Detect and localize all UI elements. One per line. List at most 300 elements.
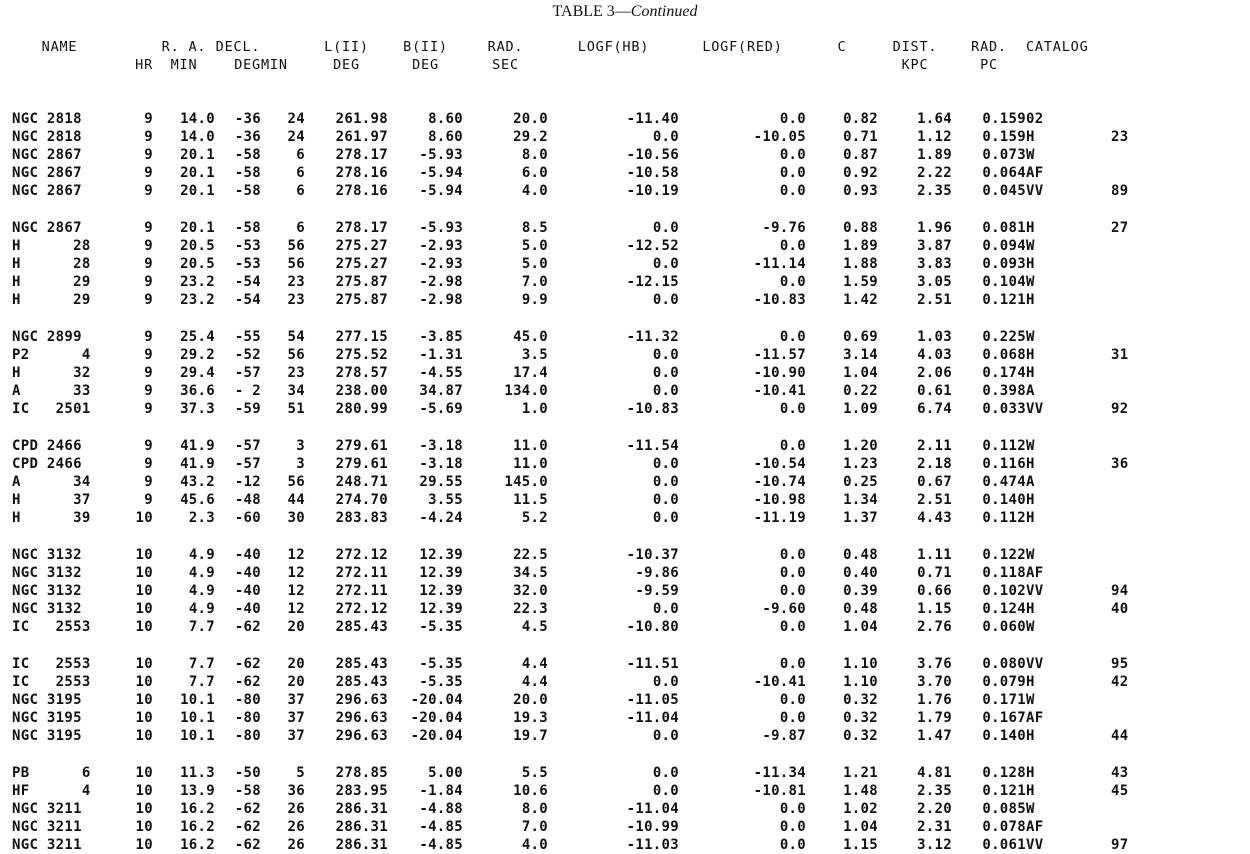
cell-logf-red: 0.0 [779, 583, 806, 599]
cell-b-ii: 8.60 [428, 111, 463, 127]
cell-decl-min: 6 [296, 220, 305, 236]
cell-catalog-number [1089, 546, 1129, 564]
cell-rad-pc: 0.093 [982, 256, 1026, 272]
cell-dist-kpc: 0.67 [917, 474, 952, 490]
cell-ra-hr: 9 [144, 183, 153, 199]
cell-logf-red: -10.81 [753, 783, 806, 799]
cell-ra-min: 10.1 [180, 692, 215, 708]
cell-rad-sec: 11.0 [513, 456, 548, 472]
cell-logf-red: -10.54 [753, 456, 806, 472]
cell-c: 0.32 [843, 728, 878, 744]
cell-catalog: W [1026, 438, 1035, 454]
cell-name: H 28 [12, 256, 91, 272]
cell-ra-hr: 9 [144, 438, 153, 454]
cell-decl-deg: -80 [234, 692, 261, 708]
cell-dist-kpc: 3.76 [917, 656, 952, 672]
caption-title: TABLE 3 [552, 3, 615, 20]
cell-logf-red: 0.0 [779, 819, 806, 835]
cell-catalog: H [1026, 256, 1035, 272]
cell-catalog: H [1026, 783, 1035, 799]
cell-ra-hr: 10 [135, 656, 153, 672]
cell-logf-red: -9.76 [762, 220, 806, 236]
cell-ra-hr: 9 [144, 365, 153, 381]
cell-catalog: H [1026, 220, 1035, 236]
cell-catalog: VV [1026, 656, 1044, 672]
cell-catalog: VV [1026, 583, 1044, 599]
cell-decl-min: 36 [287, 783, 305, 799]
cell-b-ii: 5.00 [428, 765, 463, 781]
cell-name: NGC 2867 [12, 220, 82, 236]
cell-decl-deg: -62 [234, 837, 261, 853]
cell-decl-deg: -58 [234, 183, 261, 199]
cell-rad-sec: 29.2 [513, 129, 548, 145]
cell-decl-min: 6 [296, 183, 305, 199]
cell-catalog-number: 23 [1111, 129, 1129, 145]
cell-rad-sec: 11.0 [513, 438, 548, 454]
cell-ra-min: 10.1 [180, 728, 215, 744]
header-decl-min [261, 38, 305, 56]
header-ra-min: MIN [170, 57, 198, 73]
cell-decl-min: 23 [287, 292, 305, 308]
cell-b-ii: -5.69 [419, 401, 463, 417]
cell-l-ii: 275.87 [335, 292, 388, 308]
cell-dist-kpc: 1.47 [917, 728, 952, 744]
cell-catalog-number [1089, 273, 1129, 291]
header-c: C [837, 39, 847, 55]
cell-ra-hr: 9 [144, 329, 153, 345]
cell-name: NGC 3132 [12, 601, 82, 617]
cell-decl-deg: -57 [234, 365, 261, 381]
header-c [806, 56, 878, 74]
cell-ra-min: 16.2 [180, 837, 215, 853]
cell-c: 0.22 [843, 383, 878, 399]
cell-catalog-number: 42 [1111, 674, 1129, 690]
cell-dist-kpc: 3.12 [917, 837, 952, 853]
cell-ra-hr: 9 [144, 220, 153, 236]
cell-logf-hb: -12.52 [626, 238, 679, 254]
cell-c: 1.88 [843, 256, 878, 272]
table-row [12, 727, 1129, 745]
cell-ra-min: 7.7 [188, 674, 215, 690]
cell-c: 0.92 [843, 165, 878, 181]
table-row [12, 546, 1129, 564]
cell-catalog: W [1026, 801, 1035, 817]
cell-name: A 34 [12, 474, 91, 490]
cell-logf-red: -10.41 [753, 674, 806, 690]
header-logf-hb: LOGF(HB) [577, 39, 650, 55]
header-catalog: CATALOG [1026, 39, 1089, 55]
group-separator [12, 200, 1129, 219]
cell-dist-kpc: 2.22 [917, 165, 952, 181]
cell-decl-deg: -54 [234, 292, 261, 308]
cell-rad-sec: 5.2 [521, 510, 548, 526]
cell-ra-hr: 9 [144, 474, 153, 490]
cell-catalog: VV [1026, 837, 1044, 853]
cell-logf-hb: -9.59 [635, 583, 679, 599]
cell-dist-kpc: 3.70 [917, 674, 952, 690]
cell-dist-kpc: 1.03 [917, 329, 952, 345]
cell-rad-sec: 11.5 [513, 492, 548, 508]
cell-l-ii: 278.16 [335, 165, 388, 181]
cell-b-ii: -20.04 [410, 728, 463, 744]
cell-ra-hr: 10 [135, 619, 153, 635]
cell-name: CPD 2466 [12, 456, 82, 472]
cell-catalog: AF [1026, 710, 1044, 726]
cell-b-ii: -5.35 [419, 674, 463, 690]
cell-l-ii: 272.12 [335, 601, 388, 617]
cell-logf-red: 0.0 [779, 547, 806, 563]
cell-b-ii: -20.04 [410, 692, 463, 708]
cell-logf-hb: -10.56 [626, 147, 679, 163]
cell-ra-hr: 9 [144, 165, 153, 181]
cell-logf-red: 0.0 [779, 710, 806, 726]
cell-decl-min: 51 [287, 401, 305, 417]
table-row [12, 600, 1129, 618]
cell-catalog-number: 92 [1111, 401, 1129, 417]
table-row [12, 437, 1129, 455]
cell-rad-sec: 5.5 [521, 765, 548, 781]
cell-logf-red: 0.0 [779, 619, 806, 635]
cell-c: 0.71 [843, 129, 878, 145]
cell-l-ii: 279.61 [335, 438, 388, 454]
cell-decl-min: 20 [287, 656, 305, 672]
cell-l-ii: 248.71 [335, 474, 388, 490]
cell-logf-red: -10.74 [753, 474, 806, 490]
cell-rad-pc: 0.085 [982, 801, 1026, 817]
cell-rad-sec: 4.4 [521, 674, 548, 690]
cell-catalog-number [1089, 146, 1129, 164]
cell-catalog: H [1026, 510, 1035, 526]
cell-decl-deg: -62 [234, 801, 261, 817]
cell-logf-red: -11.19 [753, 510, 806, 526]
cell-rad-pc: 0.118 [982, 565, 1026, 581]
cell-rad-pc: 0.159 [982, 111, 1026, 127]
cell-ra-hr: 9 [144, 238, 153, 254]
cell-logf-hb: 0.0 [652, 292, 679, 308]
table-row [12, 128, 1129, 146]
table-row [12, 764, 1129, 782]
cell-rad-pc: 0.045 [982, 183, 1026, 199]
cell-rad-sec: 7.0 [521, 274, 548, 290]
cell-name: NGC 2867 [12, 165, 82, 181]
cell-ra-min: 7.7 [188, 656, 215, 672]
table-caption [0, 3, 1250, 21]
cell-ra-min: 20.5 [180, 256, 215, 272]
cell-decl-min: 24 [287, 111, 305, 127]
cell-ra-min: 20.1 [180, 165, 215, 181]
table-row [12, 219, 1129, 237]
cell-ra-min: 10.1 [180, 710, 215, 726]
header-catalog-number [1089, 56, 1129, 74]
cell-name: NGC 2867 [12, 183, 82, 199]
table-body [12, 74, 1129, 854]
cell-ra-hr: 9 [144, 492, 153, 508]
cell-catalog-number [1089, 473, 1129, 491]
cell-logf-red: -10.41 [753, 383, 806, 399]
cell-logf-hb: 0.0 [652, 383, 679, 399]
cell-rad-pc: 0.121 [982, 292, 1026, 308]
cell-ra-hr: 10 [135, 583, 153, 599]
cell-l-ii: 296.63 [335, 692, 388, 708]
cell-c: 0.25 [843, 474, 878, 490]
cell-dist-kpc: 2.11 [917, 438, 952, 454]
cell-c: 1.59 [843, 274, 878, 290]
cell-decl-min: 56 [287, 474, 305, 490]
cell-catalog: H [1026, 728, 1035, 744]
cell-decl-min: 26 [287, 801, 305, 817]
cell-ra-min: 41.9 [180, 438, 215, 454]
cell-rad-pc: 0.064 [982, 165, 1026, 181]
cell-decl-min: 34 [287, 383, 305, 399]
cell-logf-hb: -10.80 [626, 619, 679, 635]
cell-dist-kpc: 2.35 [917, 783, 952, 799]
cell-decl-deg: -53 [234, 238, 261, 254]
cell-b-ii: -5.94 [419, 183, 463, 199]
cell-ra-min: 11.3 [180, 765, 215, 781]
cell-ra-min: 45.6 [180, 492, 215, 508]
cell-c: 1.04 [843, 819, 878, 835]
cell-catalog-number: 95 [1111, 656, 1129, 672]
cell-dist-kpc: 4.03 [917, 347, 952, 363]
table-row [12, 400, 1129, 418]
cell-logf-hb: 0.0 [652, 365, 679, 381]
cell-decl-deg: -40 [234, 565, 261, 581]
cell-logf-red: 0.0 [779, 401, 806, 417]
cell-dist-kpc: 1.89 [917, 147, 952, 163]
cell-dist-kpc: 2.06 [917, 365, 952, 381]
table-row [12, 291, 1129, 309]
header-name: NAME [41, 39, 78, 55]
cell-l-ii: 283.83 [335, 510, 388, 526]
table-row [12, 473, 1129, 491]
table-row [12, 509, 1129, 527]
caption-continued: Continued [630, 3, 698, 20]
cell-ra-min: 43.2 [180, 474, 215, 490]
cell-name: H 29 [12, 274, 91, 290]
cell-l-ii: 238.00 [335, 383, 388, 399]
cell-rad-sec: 22.3 [513, 601, 548, 617]
cell-ra-hr: 10 [135, 801, 153, 817]
cell-decl-deg: -57 [234, 456, 261, 472]
cell-catalog-number: 36 [1111, 456, 1129, 472]
cell-name: NGC 3132 [12, 565, 82, 581]
cell-catalog-number [1089, 618, 1129, 636]
cell-c: 3.14 [843, 347, 878, 363]
cell-ra-hr: 9 [144, 383, 153, 399]
cell-logf-hb: 0.0 [652, 347, 679, 363]
cell-c: 1.23 [843, 456, 878, 472]
cell-c: 1.09 [843, 401, 878, 417]
cell-catalog: H [1026, 456, 1035, 472]
table-row [12, 836, 1129, 854]
cell-b-ii: -4.88 [419, 801, 463, 817]
cell-c: 1.42 [843, 292, 878, 308]
cell-catalog: W [1026, 619, 1035, 635]
cell-ra-min: 14.0 [180, 111, 215, 127]
cell-decl-deg: -59 [234, 401, 261, 417]
cell-l-ii: 274.70 [335, 492, 388, 508]
cell-catalog-number: 89 [1111, 183, 1129, 199]
cell-catalog: W [1026, 238, 1035, 254]
cell-ra-min: 41.9 [180, 456, 215, 472]
cell-b-ii: -4.24 [419, 510, 463, 526]
cell-rad-sec: 8.0 [521, 147, 548, 163]
cell-name: NGC 2899 [12, 329, 82, 345]
cell-dist-kpc: 1.96 [917, 220, 952, 236]
cell-decl-min: 37 [287, 692, 305, 708]
table-row [12, 655, 1129, 673]
cell-rad-sec: 32.0 [513, 583, 548, 599]
header-row-1 [12, 38, 1129, 56]
cell-catalog: W [1026, 274, 1035, 290]
table-header [12, 38, 1129, 74]
cell-logf-hb: 0.0 [652, 492, 679, 508]
cell-ra-hr: 9 [144, 456, 153, 472]
table-row [12, 110, 1129, 128]
cell-rad-sec: 22.5 [513, 547, 548, 563]
cell-ra-min: 37.3 [180, 401, 215, 417]
cell-ra-min: 14.0 [180, 129, 215, 145]
cell-name: H 29 [12, 292, 91, 308]
cell-b-ii: 12.39 [419, 565, 463, 581]
cell-rad-pc: 0.140 [982, 728, 1026, 744]
cell-decl-deg: -40 [234, 547, 261, 563]
cell-decl-min: 12 [287, 565, 305, 581]
cell-decl-deg: -55 [234, 329, 261, 345]
cell-catalog: AF [1026, 819, 1044, 835]
cell-decl-deg: -57 [234, 438, 261, 454]
cell-decl-deg: -58 [234, 147, 261, 163]
cell-logf-hb: -11.54 [626, 438, 679, 454]
cell-b-ii: -5.94 [419, 165, 463, 181]
cell-c: 0.48 [843, 601, 878, 617]
cell-logf-hb: -11.03 [626, 837, 679, 853]
header-rad-sec: SEC [492, 57, 519, 73]
cell-catalog-number: 45 [1111, 783, 1129, 799]
cell-name: NGC 2867 [12, 147, 82, 163]
cell-decl-min: 54 [287, 329, 305, 345]
cell-c: 1.10 [843, 674, 878, 690]
cell-logf-hb: 0.0 [652, 256, 679, 272]
cell-decl-min: 56 [287, 347, 305, 363]
cell-l-ii: 261.98 [335, 111, 388, 127]
cell-decl-deg: -40 [234, 583, 261, 599]
cell-rad-sec: 4.0 [521, 183, 548, 199]
cell-c: 1.10 [843, 656, 878, 672]
cell-rad-pc: 0.167 [982, 710, 1026, 726]
cell-l-ii: 272.11 [335, 565, 388, 581]
cell-rad-sec: 10.6 [513, 783, 548, 799]
cell-l-ii: 296.63 [335, 728, 388, 744]
cell-l-ii: 285.43 [335, 656, 388, 672]
cell-c: 1.02 [843, 801, 878, 817]
cell-ra-min: 16.2 [180, 801, 215, 817]
header-ra-min: R. A. [161, 39, 207, 55]
header-dist-kpc: KPC [901, 57, 929, 73]
cell-rad-pc: 0.159 [982, 129, 1026, 145]
cell-logf-red: 0.0 [779, 565, 806, 581]
header-b-ii: B(II) [403, 39, 448, 55]
cell-catalog-number: 40 [1111, 601, 1129, 617]
cell-decl-min: 56 [287, 256, 305, 272]
cell-c: 1.20 [843, 438, 878, 454]
cell-name: NGC 2818 [12, 111, 82, 127]
cell-logf-red: -9.60 [762, 601, 806, 617]
cell-dist-kpc: 4.81 [917, 765, 952, 781]
cell-rad-pc: 0.079 [982, 674, 1026, 690]
table-row [12, 618, 1129, 636]
cell-catalog-number [1089, 564, 1129, 582]
header-logf-hb [548, 56, 679, 74]
cell-logf-red: 0.0 [779, 183, 806, 199]
cell-rad-sec: 4.0 [521, 837, 548, 853]
cell-catalog-number [1089, 291, 1129, 309]
cell-ra-min: 4.9 [188, 583, 215, 599]
cell-dist-kpc: 1.79 [917, 710, 952, 726]
cell-dist-kpc: 1.64 [917, 111, 952, 127]
cell-ra-min: 20.1 [180, 147, 215, 163]
cell-decl-min: 24 [287, 129, 305, 145]
cell-ra-hr: 10 [135, 692, 153, 708]
cell-ra-hr: 9 [144, 274, 153, 290]
cell-logf-red: 0.0 [779, 656, 806, 672]
cell-ra-min: 23.2 [180, 274, 215, 290]
cell-decl-min: 26 [287, 819, 305, 835]
cell-catalog-number [1089, 255, 1129, 273]
cell-catalog: H [1026, 347, 1035, 363]
cell-logf-red: 0.0 [779, 147, 806, 163]
cell-l-ii: 278.85 [335, 765, 388, 781]
cell-decl-min: 5 [296, 765, 305, 781]
cell-b-ii: -5.93 [419, 220, 463, 236]
cell-ra-hr: 10 [135, 837, 153, 853]
cell-name: H 37 [12, 492, 91, 508]
group-separator [12, 527, 1129, 546]
cell-logf-hb: 0.0 [652, 510, 679, 526]
cell-catalog-number: 97 [1111, 837, 1129, 853]
table-row [12, 164, 1129, 182]
cell-b-ii: 29.55 [419, 474, 463, 490]
cell-ra-hr: 9 [144, 111, 153, 127]
cell-rad-pc: 0.128 [982, 765, 1026, 781]
cell-catalog-number: 43 [1111, 765, 1129, 781]
cell-l-ii: 272.12 [335, 547, 388, 563]
cell-c: 0.93 [843, 183, 878, 199]
cell-catalog: W [1026, 547, 1035, 563]
cell-dist-kpc: 2.51 [917, 292, 952, 308]
cell-decl-min: 23 [287, 365, 305, 381]
header-decl-min: MIN [261, 57, 288, 73]
cell-dist-kpc: 1.12 [917, 129, 952, 145]
cell-rad-sec: 9.9 [521, 292, 548, 308]
cell-catalog: AF [1026, 565, 1044, 581]
cell-catalog-number [1089, 364, 1129, 382]
cell-dist-kpc: 2.20 [917, 801, 952, 817]
cell-dist-kpc: 4.43 [917, 510, 952, 526]
cell-dist-kpc: 3.87 [917, 238, 952, 254]
cell-logf-red: -9.87 [762, 728, 806, 744]
cell-catalog: H [1026, 765, 1035, 781]
header-l-ii: L(II) [324, 39, 369, 55]
table-row [12, 782, 1129, 800]
header-row-2 [12, 56, 1129, 74]
cell-rad-pc: 0.080 [982, 656, 1026, 672]
cell-name: IC 2501 [12, 401, 91, 417]
group-separator [12, 636, 1129, 655]
header-decl-deg: DECL. [215, 39, 261, 55]
cell-dist-kpc: 1.15 [917, 601, 952, 617]
group-separator [12, 745, 1129, 764]
